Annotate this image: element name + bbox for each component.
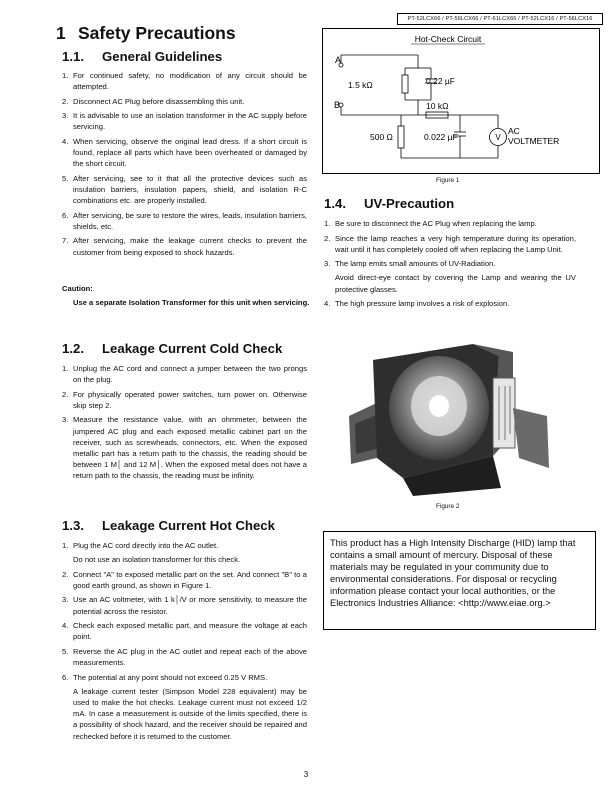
section-number: 1.3. (62, 518, 84, 533)
resistor-500 (398, 126, 404, 148)
caution-text: Use a separate Isolation Transformer for this unit when servicing. (73, 298, 310, 307)
lamp-label-sticker (493, 378, 515, 448)
list-item: 5. Reverse the AC plug in the AC outlet and repeat each of the above measurements. (62, 646, 307, 668)
list-item: 1. Be sure to disconnect the AC Plug when replacing the lamp. (324, 219, 537, 228)
terminal-b-label: B (334, 100, 341, 110)
list-item: 6. After servicing, be sure to restore the wires, leads, insulation barriers, shields, etc. (62, 210, 307, 231)
section-title: Leakage Current Hot Check (102, 518, 275, 533)
list-item: 2. For physically operated power switches, turn power on. Otherwise skip step 2. (62, 389, 307, 410)
list-item: 2. Since the lamp reaches a very high temperature during its operation, wait until it has completely cooled off when replacing the Lamp Unit. (324, 233, 576, 254)
model-header: PT-52LCX66 / PT-56LCX66 / PT-61LCX66 / PT-52LCX16 / PT-56LCX16 (397, 13, 603, 25)
r3-label: 500 Ω (370, 132, 393, 142)
list-item: 5. After servicing, see to it that all the protective devices such as insulation barriers, insulation papers, shield, and isolation R-C combinations etc. are properly installed. (62, 173, 307, 206)
voltmeter-symbol: V (495, 133, 501, 142)
uv-precaution-list (324, 218, 576, 313)
list-item: 2. Disconnect AC Plug before disassembling this unit. (62, 96, 245, 106)
section-heading-1-2 (62, 341, 282, 357)
section-title: UV-Precaution (364, 196, 455, 211)
list-item: 6. The potential at any point should not exceed 0.25 V RMS. A leakage current tester (Simpson Model 228 equivalent) may be used to make the hot checks. Leakage current must not exceed 1/2 mA. In case a measurement is outside of the limits specified, there is a possibility of shock hazard, and the receiver should be repaired and rechecked before it is returned to the customer. (62, 672, 307, 741)
list-item: 2. Connect "A" to exposed metallic part on the set. And connect "B" to a good earth ground, as shown in Figure 1. (62, 569, 307, 590)
list-item: 1. Unplug the AC cord and connect a jumper between the two prongs on the plug. (62, 364, 307, 385)
general-guidelines-list (62, 70, 307, 261)
resistor-1-5k (402, 75, 408, 93)
section-heading-1-4 (324, 196, 454, 212)
list-item: 3. The lamp emits small amounts of UV-Radiation. Avoid direct-eye contact by covering the Lamp and wearing the UV protective glasses. (324, 259, 576, 294)
list-item: 1. Plug the AC cord directly into the AC outlet. Do not use an isolation transformer for this check. (62, 540, 307, 565)
diagram-frame (323, 29, 600, 174)
list-item: 7. After servicing, make the leakage current checks to prevent the customer from being exposed to shock hazards. (62, 236, 307, 257)
r2-label: 10 kΩ (426, 101, 449, 111)
caution-label: Caution: (62, 284, 93, 293)
list-item: 4. The high pressure lamp involves a risk of explosion. (324, 299, 510, 309)
meter-label-ac: AC (508, 126, 520, 136)
list-item: 1. For continued safety, no modification of any circuit should be attempted. (62, 71, 307, 92)
section-title: General Guidelines (102, 49, 223, 64)
hot-check-circuit-diagram (322, 28, 600, 174)
list-item: 3. Use an AC voltmeter, with 1 k│/V or more sensitivity, to measure the potential across the resistor. (62, 595, 307, 616)
page-number: 3 (303, 770, 309, 779)
meter-label-voltmeter: VOLTMETER (508, 136, 560, 146)
title-text: Safety Precautions (78, 23, 236, 43)
list-item: 4. Check each exposed metallic part, and measure the voltage at each point. (62, 621, 307, 642)
list-item: 3. Measure the resistance value, with an ohmmeter, between the jumpered AC plug and each exposed metallic cabinet part on the receiver, such as screwheads, connectors, etc. When the exposed metallic part has a return path to the chassis, the reading should be between 1 M│ and 12 M│. When the exposed metal does not have a return path to the chassis, the reading must be infinity. (62, 415, 307, 481)
figure-1-caption: Figure 1 (436, 177, 460, 184)
list-item: 3. It is advisable to use an isolation transformer in the AC supply before servicing. (62, 111, 307, 132)
hot-check-list (62, 540, 307, 745)
list-item-note: Avoid direct-eye contact by covering the Lamp and wearing the UV protective glasses. (335, 273, 576, 294)
terminal-a-label: A (335, 55, 342, 65)
page-title (56, 23, 236, 43)
lamp-unit-photo (343, 338, 555, 498)
circuit-title: Hot-Check Circuit (414, 34, 482, 44)
list-item-note: Do not use an isolation transformer for this check. (73, 555, 241, 565)
section-number: 1.1. (62, 49, 84, 64)
list-item: 4. When servicing, observe the original lead dress. If a short circuit is found, replace all parts which have been overheated or damaged by the short circuit. (62, 136, 307, 169)
c2-label: 0.022 µF (424, 132, 458, 142)
section-heading-1-1 (62, 49, 222, 65)
section-heading-1-3 (62, 518, 275, 534)
figure-2-caption: Figure 2 (436, 503, 460, 510)
r1-label: 1.5 kΩ (348, 80, 373, 90)
section-number: 1.4. (324, 196, 346, 211)
mercury-disposal-notice: This product has a High Intensity Discharge (HID) lamp that contains a small amount of mercury. Disposal of these materials may be regulated in your community due to environmental considerations. For disposal or recycling information please contact your local authorities, or the Electronics Industries Alliance: <http://www.eiae.org.> (323, 531, 596, 630)
list-item-note: A leakage current tester (Simpson Model 228 equivalent) may be used to make the hot checks. Leakage current must not exceed 1/2 mA. In case a measurement is outside of the limits specified, there is a possibility of shock hazard, and the receiver should be repaired and rechecked before it is returned to the customer. (73, 686, 307, 741)
lamp-bracket-right (513, 408, 549, 468)
title-number: 1 (56, 23, 66, 43)
section-title: Leakage Current Cold Check (102, 341, 283, 356)
c1-label: 0.22 µF (426, 76, 455, 86)
cold-check-list (62, 363, 307, 485)
section-number: 1.2. (62, 341, 84, 356)
